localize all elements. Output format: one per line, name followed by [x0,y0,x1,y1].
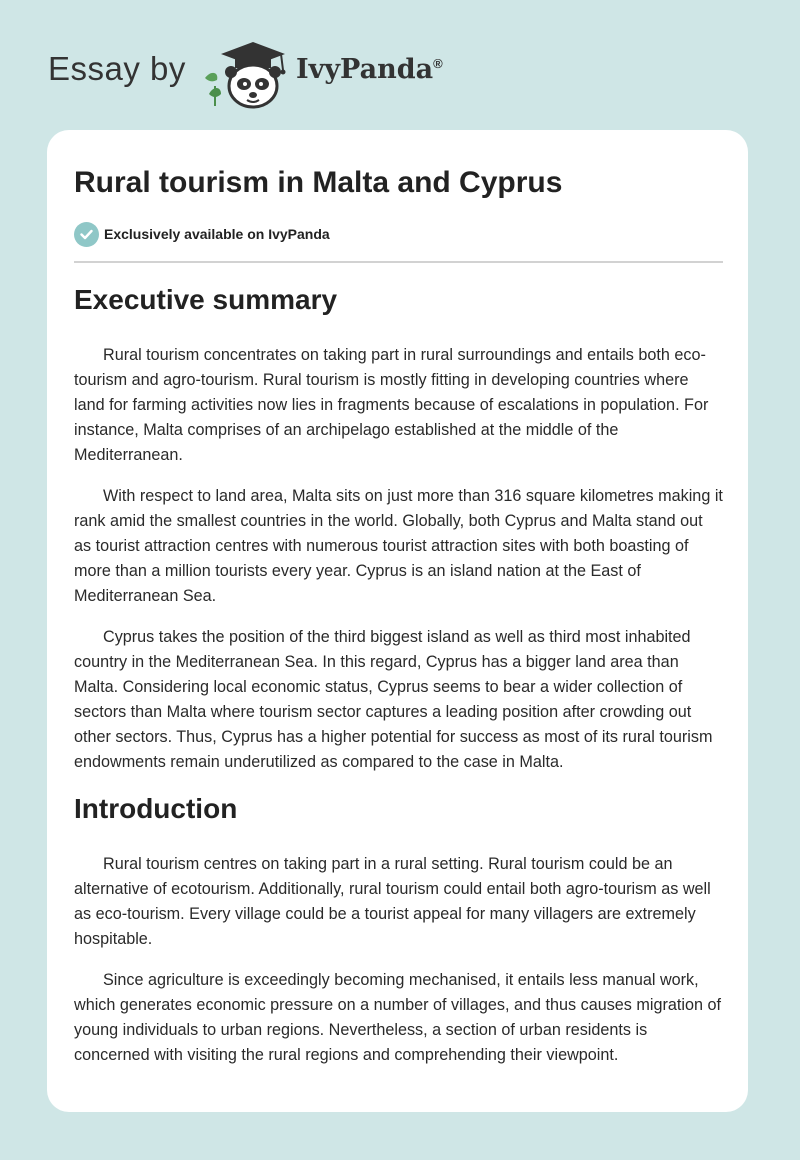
site-header [48,36,608,116]
paragraph: Since agriculture is exceedingly becoming mechanised, it entails less manual work, which generates economic pressure on a number of villages, and thus causes migration of young individuals to urban regions. Nevertheless, a section of urban residents is concerned with visiting the rural regions and comprehending their viewpoint. [74,971,721,1064]
brand-name-text: IvyPanda [296,54,434,85]
paragraph: With respect to land area, Malta sits on just more than 316 square kilometres making it rank amid the smallest countries in the world. Globally, both Cyprus and Malta stand out as tourist attraction centres with numerous tourist attraction sites with both boasting of more than a million tourists every year. Cyprus is an island nation at the East of Mediterranean Sea. [74,487,723,605]
paragraph: Rural tourism concentrates on taking part in rural surroundings and entails both eco-tourism and agro-tourism. Rural tourism is mostly fitting in developing countries where land for farming activities now lies in fragments because of escalations in population. For instance, Malta comprises of an archipelago established at the middle of the Mediterranean. [74,346,709,464]
title-divider [74,261,723,263]
essay-card [47,130,748,1112]
paragraph: Cyprus takes the position of the third biggest island as well as third most inhabited country in the Mediterranean Sea. In this regard, Cyprus has a bigger land area than Malta. Considering local economic status, Cyprus seems to bear a wider collection of sectors than Malta where tourism sector captures a leading position after crowding out other sectors. Thus, Cyprus has a higher potential for success as most of its rural tourism endowments remain underutilized as compared to the case in Malta. [74,628,713,771]
paragraph: Rural tourism centres on taking part in a rural setting. Rural tourism could be an alternative of ecotourism. Additionally, rural tourism could entail both agro-tourism as well as eco-tourism. Every village could be a tourist appeal for many villagers are extremely hospitable. [74,855,711,948]
section-heading: Executive summary [74,284,338,315]
check-icon [74,222,99,247]
ivypanda-logo-icon[interactable] [201,36,293,110]
exclusive-badge-label: Exclusively available on IvyPanda [104,226,330,242]
brand-name[interactable] [296,54,443,85]
page-title: Rural tourism in Malta and Cyprus [74,166,563,199]
essay-by-label: Essay by [48,50,186,87]
section-heading: Introduction [74,793,238,824]
registered-mark: ® [433,56,443,71]
exclusive-badge [74,221,330,247]
